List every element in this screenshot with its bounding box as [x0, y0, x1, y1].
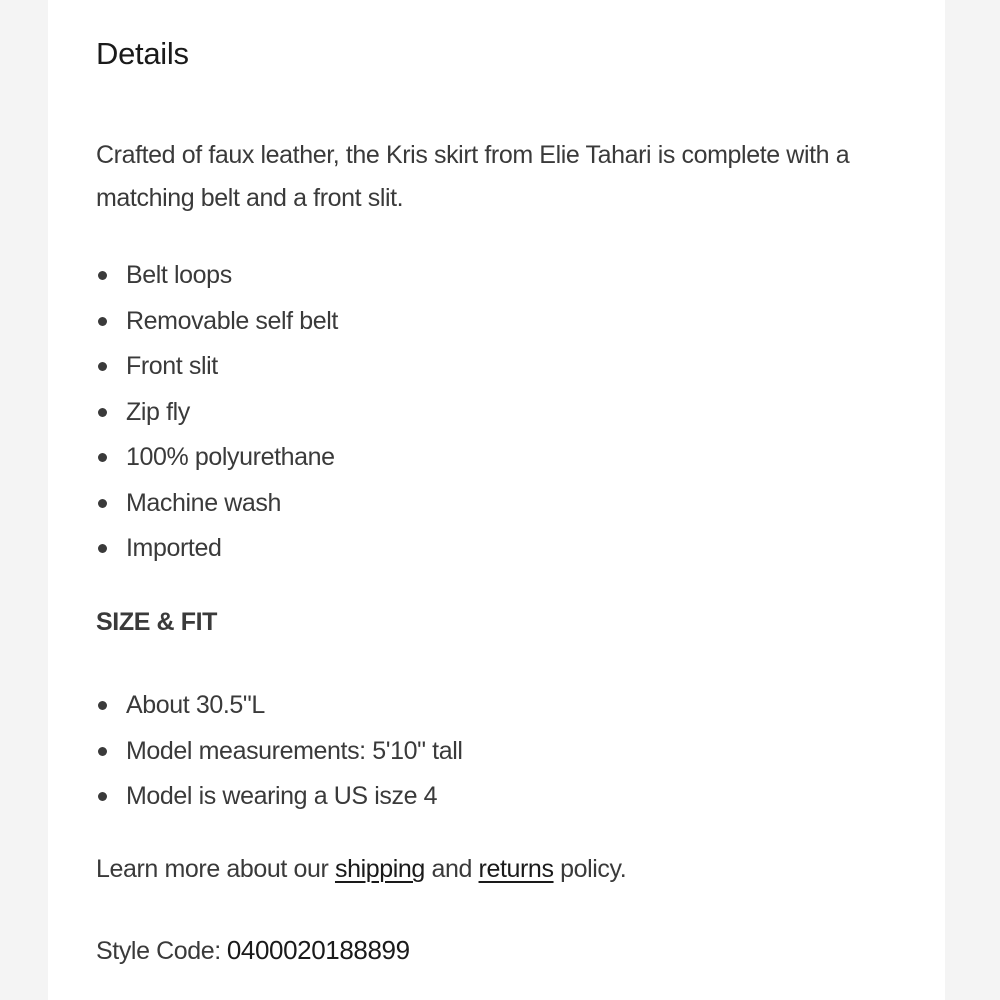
returns-link[interactable]: returns — [478, 855, 554, 883]
policy-text — [96, 855, 626, 884]
product-description: Crafted of faux leather, the Kris skirt from Elie Tahari is complete with a matching belt and a front slit. — [96, 141, 850, 212]
bullet-icon — [98, 362, 107, 371]
feature-text: Removable self belt — [126, 306, 338, 335]
list-item — [96, 253, 338, 299]
list-item — [96, 526, 338, 572]
feature-text: Zip fly — [126, 397, 190, 426]
size-fit-list — [96, 683, 463, 820]
bullet-icon — [98, 408, 107, 417]
list-item — [96, 390, 338, 436]
size-fit-text: Model measurements: 5'10" tall — [126, 736, 463, 765]
bullet-icon — [98, 271, 107, 280]
bullet-icon — [98, 701, 107, 710]
policy-prefix: Learn more about our — [96, 855, 329, 883]
bullet-icon — [98, 792, 107, 801]
list-item — [96, 435, 338, 481]
details-title: Details — [96, 36, 189, 71]
feature-text: Machine wash — [126, 488, 282, 517]
style-code-value: 0400020188899 — [226, 935, 410, 965]
bullet-icon — [98, 453, 107, 462]
size-fit-heading: SIZE & FIT — [96, 608, 218, 636]
list-item — [96, 299, 338, 345]
list-item — [96, 729, 463, 775]
list-item — [96, 344, 338, 390]
bullet-icon — [98, 544, 107, 553]
list-item — [96, 774, 463, 820]
style-code — [96, 935, 410, 966]
bullet-icon — [98, 747, 107, 756]
bullet-icon — [98, 317, 107, 326]
feature-text: 100% polyurethane — [126, 443, 335, 471]
features-list — [96, 253, 338, 572]
feature-text: Imported — [126, 534, 222, 562]
list-item — [96, 683, 463, 729]
policy-suffix: policy. — [560, 855, 627, 883]
list-item — [96, 481, 338, 527]
feature-text: Belt loops — [126, 261, 232, 289]
policy-middle: and — [431, 855, 472, 883]
size-fit-text: About 30.5"L — [126, 691, 265, 719]
size-fit-text: Model is wearing a US isze 4 — [126, 782, 438, 810]
feature-text: Front slit — [126, 352, 218, 380]
bullet-icon — [98, 499, 107, 508]
style-code-label: Style Code: — [96, 937, 221, 965]
shipping-link[interactable]: shipping — [334, 855, 425, 883]
